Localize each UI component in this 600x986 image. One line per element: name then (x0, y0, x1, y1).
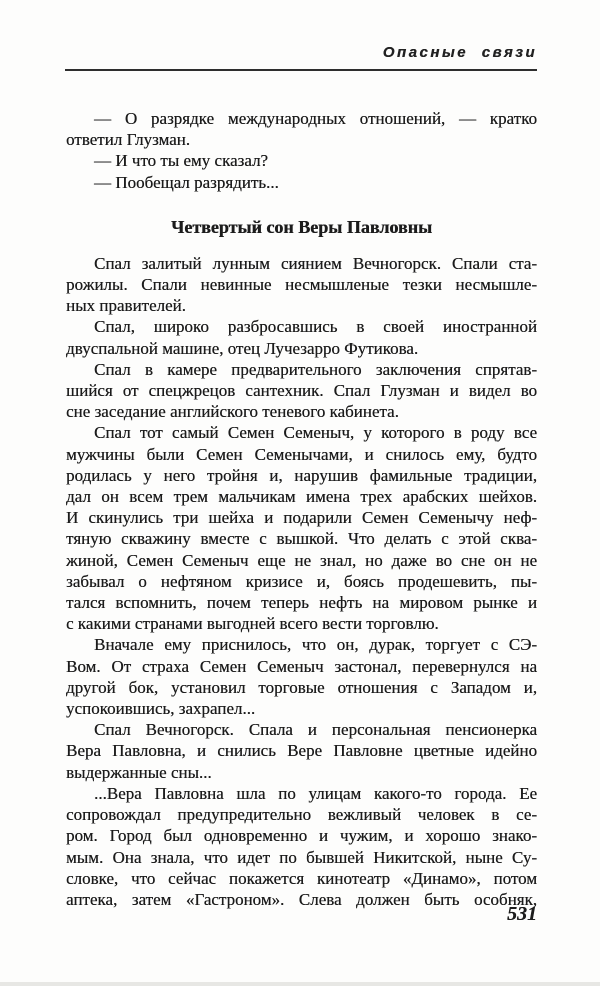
running-header (65, 44, 537, 71)
text-line: И скинулись три шейха и подарили Семен Семенычу неф- (66, 508, 537, 528)
page-number: 531 (507, 903, 537, 925)
text-line: Спал Вечногорск. Спала и персональная пенсионерка (94, 720, 537, 740)
paragraph (66, 253, 537, 317)
paragraph (66, 719, 537, 783)
text-line: жиной, Семен Семеныч еще не знал, но даже во сне он не (66, 550, 537, 570)
paragraph (66, 634, 537, 719)
scan-edge (0, 982, 600, 986)
text-line: Вом. От страха Семен Семеныч застонал, перевернулся на (66, 656, 537, 676)
text-line: сопровождал предупредительно вежливый человек в се- (66, 805, 537, 825)
running-title: Опасные связи (382, 44, 537, 61)
paragraph (66, 422, 537, 634)
text-line: мужчины были Семен Семенычами, и снилось ему, будто (66, 444, 537, 464)
chapter-heading: Четвертый сон Веры Павловны (171, 216, 432, 237)
dialogue-paragraph (66, 172, 537, 193)
text-line: забывал о нефтяном кризисе и, боясь продешевить, пы- (66, 571, 537, 591)
text-line: Спал залитый лунным сиянием Вечногорск. Спали ста- (94, 253, 537, 273)
paragraph (66, 316, 537, 358)
text-line: родилась у него тройня и, нарушив фамильные традиции, (66, 465, 537, 485)
text-line: ных правителей. (66, 296, 186, 316)
text-line: Спал тот самый Семен Семеныч, у которого в роду все (94, 423, 537, 443)
page-body (66, 108, 537, 910)
text-line: словке, что сейчас покажется кинотеатр «Динамо», потом (66, 868, 537, 888)
text-line: Спал в камере предварительного заключения спрятав- (94, 359, 537, 379)
text-line: Вначале ему приснилось, что он, дурак, торгует с СЭ- (94, 635, 537, 655)
paragraph (66, 783, 537, 910)
text-line: успокоившись, захрапел... (66, 699, 256, 719)
text-line: — И что ты ему сказал? (94, 151, 268, 171)
text-line: Спал, широко разбросавшись в своей иностранной (94, 317, 537, 337)
text-line: сне заседание английского теневого кабинета. (66, 402, 399, 422)
text-line: двуспальной машине, отец Лучезарро Футикова. (66, 338, 419, 358)
text-line: другой бок, установил торговые отношения с Западом и, (66, 677, 537, 697)
text-line: — Пообещал разрядить... (94, 172, 279, 192)
text-line: ...Вера Павловна шла по улицам какого-то города. Ее (94, 783, 537, 803)
text-line: тался вспомнить, почем теперь нефть на мировом рынке и (66, 593, 537, 613)
text-line: ром. Город был одновременно и чужим, и хорошо знако- (66, 826, 537, 846)
text-line: с какими странами выгодней всего вести торговлю. (66, 614, 439, 634)
text-line: — О разрядке международных отношений, — кратко (94, 109, 537, 128)
text-line: аптека, затем «Гастроном». Слева должен быть особняк, (66, 889, 537, 909)
text-line: Вера Павловна, и снились Вере Павловне цветные идейно (66, 741, 537, 761)
text-line: шийся от спецжрецов сантехник. Спал Глузман и видел во (66, 381, 537, 401)
paragraph (66, 359, 537, 423)
text-line: выдержанные сны... (66, 762, 212, 782)
text-line: тяную скважину вместе с вышкой. Что делать с этой сква- (66, 529, 537, 549)
text-line: дал он всем трем мальчикам имена трех арабских шейхов. (66, 487, 537, 507)
text-line: ответил Глузман. (66, 130, 190, 150)
dialogue-paragraph (66, 150, 537, 171)
dialogue-paragraph (66, 108, 537, 150)
text-line: рожилы. Спали невинные несмышленые тезки несмышле- (66, 275, 537, 295)
text-line: мым. Она знала, что идет по бывшей Никитской, ныне Су- (66, 847, 537, 867)
